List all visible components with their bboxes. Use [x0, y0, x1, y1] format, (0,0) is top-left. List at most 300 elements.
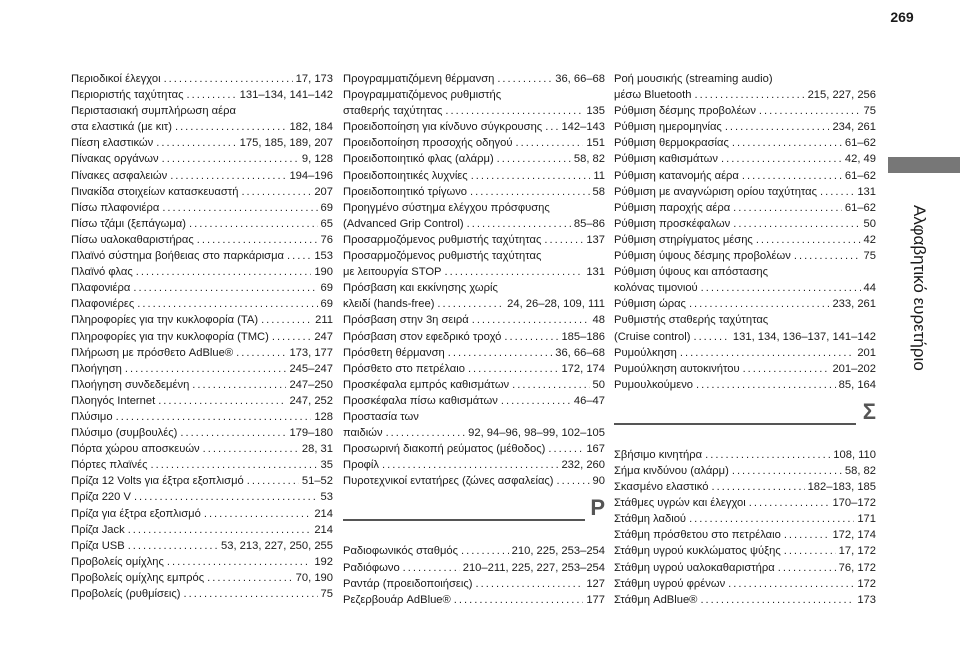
section-rule [614, 423, 856, 425]
dot-leader [272, 329, 311, 345]
index-entry-term: Πλύσιμο [71, 410, 113, 423]
index-entry [343, 329, 605, 345]
index-entry-term: Πρίζα για έξτρα εξοπλισμό [71, 507, 201, 520]
index-entry [71, 312, 333, 328]
index-entry-pages: 214 [314, 523, 333, 536]
dot-leader [701, 280, 861, 296]
dot-leader [694, 87, 804, 103]
index-entry-term: Πίσω πλαφονιέρα [71, 201, 160, 214]
index-entry [71, 538, 333, 554]
index-entry [71, 554, 333, 570]
dot-leader [125, 361, 287, 377]
index-entry [71, 87, 333, 103]
index-entry-pages: 17, 173 [295, 73, 333, 85]
index-entry-term: Ρύθμιση κατανομής αέρα [614, 169, 739, 182]
index-entry-pages: 151 [586, 137, 605, 150]
index-entry-term: Ραντάρ (προειδοποιήσεις) [343, 577, 473, 590]
index-entry [343, 312, 605, 328]
index-entry [71, 200, 333, 216]
index-entry [614, 345, 876, 361]
dot-leader [504, 329, 558, 345]
dot-leader [680, 345, 854, 361]
index-entry-term: Ρύθμιση ώρας [614, 298, 686, 311]
dot-leader [725, 119, 830, 135]
dot-leader [468, 361, 558, 377]
index-entry-pages: 36, 66–68 [555, 346, 605, 359]
index-entry-term: Πινακίδα στοιχείων κατασκευαστή [71, 185, 239, 198]
index-entry-pages: 61–62 [844, 137, 876, 150]
index-entry-term: Προειδοποιητικό φλας (αλάρμ) [343, 153, 494, 166]
index-entry-term: Προσαρμοζόμενος ρυθμιστής ταχύτητας [343, 233, 542, 246]
index-entry [343, 168, 605, 184]
index-entry-pages: 131, 134, 136–137, 141–142 [732, 330, 876, 343]
index-entry [614, 592, 876, 608]
index-entry [343, 425, 605, 441]
index-entry-term: Πλαϊνό σύστημα βοήθειας στο παρκάρισμα [71, 250, 284, 263]
index-entry-term: Προβολείς ομίχλης [71, 555, 164, 568]
index-entry-term: Ρύθμιση στηρίγματος μέσης [614, 233, 753, 246]
index-entry-pages: 92, 94–96, 98–99, 102–105 [468, 427, 605, 440]
dot-leader [162, 200, 317, 216]
index-entry-pages: 182–183, 185 [807, 481, 876, 494]
index-entry-term: Πρόσβαση στην 3η σειρά [343, 314, 469, 327]
index-entry-pages: 46–47 [573, 394, 605, 407]
index-entry-term: Προσκέφαλα εμπρός καθισμάτων [343, 378, 510, 391]
index-entry-term: Πλήρωση με πρόσθετο AdBlue® [71, 346, 234, 359]
index-entry [343, 361, 605, 377]
index-entry [614, 280, 876, 296]
dot-leader [382, 457, 558, 473]
index-entry [343, 264, 605, 280]
index-entry-pages: 69 [320, 298, 333, 311]
index-entry-pages: 69 [320, 282, 333, 295]
dot-leader [733, 200, 842, 216]
index-entry-pages: 58, 82 [844, 464, 876, 477]
index-entry-term: Ρύθμιση προσκέφαλων [614, 217, 731, 230]
dot-leader [128, 522, 312, 538]
index-entry-pages: 85, 164 [838, 378, 876, 391]
index-entry-pages: 85–86 [573, 217, 605, 230]
index-entry [71, 457, 333, 473]
dot-leader [461, 543, 509, 559]
dot-leader [696, 377, 836, 393]
index-entry-pages: 182, 184 [289, 121, 333, 134]
index-entry-term: Πόρτες πλαϊνές [71, 459, 148, 472]
index-entry-heading: Ροή μουσικής (streaming audio) [614, 73, 773, 85]
index-entry-pages: 245–247 [289, 362, 333, 375]
index-entry-term: Πλοήγηση [71, 362, 122, 375]
index-entry-pages: 137 [586, 233, 605, 246]
dot-leader [445, 264, 584, 280]
index-entry-pages: 172, 174 [832, 529, 876, 542]
dot-leader [749, 495, 830, 511]
index-entry [71, 184, 333, 200]
index-entry [71, 506, 333, 522]
index-entry-heading: Προστασία των [343, 410, 419, 423]
dot-leader [471, 168, 591, 184]
index-entry [614, 495, 876, 511]
index-entry [71, 473, 333, 489]
index-entry-term: Πρόσβαση στον εφεδρικό τροχό [343, 330, 502, 343]
index-entry [614, 463, 876, 479]
index-entry [614, 216, 876, 232]
index-entry-term: Σβήσιμο κινητήρα [614, 448, 703, 461]
index-entry-term: Πλύσιμο (συμβουλές) [71, 427, 178, 440]
index-entry [614, 377, 876, 393]
index-entry-pages: 50 [863, 217, 876, 230]
index-entry-pages: 234, 261 [832, 121, 876, 134]
index-entry-pages: 9, 128 [301, 153, 333, 166]
index-entry-pages: 173 [857, 593, 876, 606]
index-entry-pages: 247 [314, 330, 333, 343]
dot-leader [743, 361, 830, 377]
index-entry-term: Ρύθμιση παροχής αέρα [614, 201, 731, 214]
index-entry-term: (Advanced Grip Control) [343, 217, 464, 230]
dot-leader [236, 345, 286, 361]
index-column-3 [614, 71, 876, 608]
index-entry-term: (Cruise control) [614, 330, 691, 343]
index-entry-term: παιδιών [343, 427, 383, 440]
index-entry [71, 345, 333, 361]
index-entry [71, 425, 333, 441]
dot-leader [557, 473, 590, 489]
index-entry-term: Πλοηγός Internet [71, 394, 156, 407]
index-entry [614, 479, 876, 495]
chapter-title: Αλφαβητικό ευρετήριο [910, 205, 929, 371]
index-entry-term: Στάθμη υγρού υαλοκαθαριστήρα [614, 561, 775, 574]
index-entry [71, 232, 333, 248]
index-entry [614, 447, 876, 463]
index-entry-pages: 214 [314, 507, 333, 520]
index-entry-pages: 232, 260 [561, 459, 605, 472]
index-entry-pages: 172, 174 [561, 362, 605, 375]
dot-leader [497, 71, 552, 87]
index-entry-pages: 131 [586, 266, 605, 279]
index-entry-term: Πρίζα 12 Volts για έξτρα εξοπλισμό [71, 475, 244, 488]
index-entry-term: Πρίζα USB [71, 539, 125, 552]
index-entry-term: Πλαφονιέρες [71, 298, 135, 311]
index-entry-term: Περιοδικοί έλεγχοι [71, 73, 161, 85]
index-entry [614, 200, 876, 216]
index-entry-term: Προβολείς (ρυθμίσεις) [71, 588, 181, 600]
index-entry-term: Πρόσθετο στο πετρέλαιο [343, 362, 465, 375]
index-entry [71, 264, 333, 280]
dot-leader [170, 168, 286, 184]
index-entry [614, 119, 876, 135]
index-entry [71, 393, 333, 409]
index-entry [614, 296, 876, 312]
index-entry-term: Στάθμη λαδιού [614, 513, 687, 526]
index-entry-term: Πρίζα 220 V [71, 491, 131, 504]
dot-leader [133, 280, 317, 296]
section-letter: Ρ [590, 495, 605, 521]
dot-leader [134, 489, 318, 505]
dot-leader [437, 296, 504, 312]
dot-leader [545, 119, 558, 135]
index-entry [614, 248, 876, 264]
chapter-tab [888, 157, 960, 173]
index-entry-term: Ρύθμιση καθισμάτων [614, 153, 719, 166]
index-entry-term: Ραδιοφωνικός σταθμός [343, 545, 459, 558]
index-entry [343, 377, 605, 393]
index-entry-pages: 35 [320, 459, 333, 472]
index-entry-pages: 233, 261 [832, 298, 876, 311]
index-entry [614, 527, 876, 543]
dot-leader [700, 592, 854, 608]
index-entry [343, 216, 605, 232]
index-entry-heading: Ρύθμιση ύψους και απόστασης [614, 266, 768, 279]
dot-leader [732, 135, 842, 151]
index-entry-term: Προειδοποιητικό τρίγωνο [343, 185, 468, 198]
dot-leader [445, 103, 583, 119]
dot-leader [207, 570, 293, 586]
dot-leader [794, 248, 861, 264]
index-entry-pages: 58 [592, 185, 605, 198]
index-entry-pages: 70, 190 [295, 571, 333, 584]
index-entry-pages: 44 [863, 282, 876, 295]
index-entry [614, 560, 876, 576]
index-entry-term: Ραδιόφωνο [343, 561, 400, 574]
section-divider [614, 398, 876, 441]
index-entry-term: Πλαφονιέρα [71, 282, 131, 295]
index-entry-term: Στάθμη AdBlue® [614, 593, 698, 606]
index-entry-term: Πληροφορίες για την κυκλοφορία (TA) [71, 314, 259, 327]
dot-leader [512, 377, 589, 393]
index-entry-pages: 76, 172 [838, 561, 876, 574]
index-entry-pages: 201 [857, 346, 876, 359]
dot-leader [203, 441, 299, 457]
index-entry-term: Ρύθμιση θερμοκρασίας [614, 137, 729, 150]
index-entry-pages: 172 [857, 577, 876, 590]
index-entry [71, 522, 333, 538]
index-entry [343, 103, 605, 119]
index-column-1 [71, 71, 333, 602]
index-entry [614, 232, 876, 248]
index-entry-term: Πίνακας οργάνων [71, 153, 159, 166]
dot-leader [728, 576, 854, 592]
index-entry [343, 441, 605, 457]
dot-leader [470, 184, 590, 200]
index-entry [71, 151, 333, 167]
index-entry [71, 248, 333, 264]
dot-leader [467, 216, 571, 232]
index-entry [343, 393, 605, 409]
index-entry-term: κολόνας τιμονιού [614, 282, 698, 295]
index-entry [343, 71, 605, 87]
index-entry-term: Πληροφορίες για την κυκλοφορία (TMC) [71, 330, 269, 343]
index-entry-pages: 131 [857, 185, 876, 198]
dot-leader [137, 296, 317, 312]
index-entry [614, 168, 876, 184]
dot-leader [158, 393, 286, 409]
index-entry-pages: 11 [593, 169, 605, 182]
index-entry [614, 329, 876, 345]
index-entry [343, 592, 605, 608]
dot-leader [403, 560, 460, 576]
index-entry [614, 151, 876, 167]
index-entry-pages: 69 [320, 201, 333, 214]
index-entry-pages: 50 [592, 378, 605, 391]
index-entry-term: Πίσω υαλοκαθαριστήρας [71, 233, 194, 246]
index-entry [343, 560, 605, 576]
page-number: 269 [890, 9, 914, 25]
dot-leader [175, 119, 286, 135]
index-entry-heading: Περιστασιακή συμπλήρωση αέρα [71, 105, 236, 118]
index-entry-heading: Ρυθμιστής σταθερής ταχύτητας [614, 314, 769, 327]
dot-leader [501, 393, 571, 409]
index-entry-term: Ρυμούλκηση αυτοκινήτου [614, 362, 740, 375]
index-entry-heading: Προγραμματιζόμενος ρυθμιστής [343, 89, 502, 102]
index-entry-pages: 153 [314, 250, 333, 263]
index-entry-term: Προγραμματιζόμενη θέρμανση [343, 73, 495, 85]
index-entry-pages: 201–202 [832, 362, 876, 375]
dot-leader [454, 592, 584, 608]
index-entry-term: με λειτουργία STOP [343, 266, 442, 279]
index-entry [71, 329, 333, 345]
index-entry-pages: 42 [863, 233, 876, 246]
index-entry-term: Στάθμες υγρών και έλεγχοι [614, 497, 746, 510]
index-entry-pages: 61–62 [844, 201, 876, 214]
index-entry [71, 409, 333, 425]
index-entry-term: Πίνακες ασφαλειών [71, 169, 168, 182]
index-entry-pages: 17, 172 [838, 545, 876, 558]
index-entry-term: σταθερής ταχύτητας [343, 105, 443, 118]
index-entry-term: Περιοριστής ταχύτητας [71, 89, 184, 102]
index-entry-pages: 75 [863, 105, 876, 118]
dot-leader [544, 232, 583, 248]
index-entry-pages: 247, 252 [289, 394, 333, 407]
dot-leader [247, 473, 299, 489]
index-entry-pages: 128 [314, 410, 333, 423]
index-entry-term: Πρόσθετη θέρμανση [343, 346, 445, 359]
index-entry [614, 135, 876, 151]
dot-leader [476, 576, 584, 592]
dot-leader [689, 511, 854, 527]
index-entry [614, 361, 876, 377]
index-entry [343, 457, 605, 473]
index-entry-pages: 170–172 [832, 497, 876, 510]
index-entry [71, 119, 333, 135]
dot-leader [150, 457, 317, 473]
index-entry-term: Προφίλ [343, 459, 379, 472]
dot-leader [261, 312, 312, 328]
index-entry-pages: 48 [592, 314, 605, 327]
index-entry-pages: 65 [320, 217, 333, 230]
dot-leader [742, 168, 842, 184]
dot-leader [784, 527, 830, 543]
index-entry-pages: 135 [586, 105, 605, 118]
index-entry-pages: 167 [586, 443, 605, 456]
index-entry-pages: 177 [586, 593, 605, 606]
index-entry-pages: 215, 227, 256 [807, 89, 876, 102]
index-entry-term: Ρυμούλκηση [614, 346, 677, 359]
index-entry [343, 119, 605, 135]
index-entry-term: Πλοήγηση συνδεδεμένη [71, 378, 190, 391]
index-entry [71, 216, 333, 232]
dot-leader [732, 463, 842, 479]
index-entry-pages: 108, 110 [833, 448, 876, 461]
index-entry-pages: 247–250 [289, 378, 333, 391]
index-entry [71, 570, 333, 586]
index-entry [343, 184, 605, 200]
index-entry-term: Πυροτεχνικοί εντατήρες (ζώνες ασφαλείας) [343, 475, 554, 488]
index-entry-pages: 58, 82 [573, 153, 605, 166]
index-entry [71, 377, 333, 393]
index-entry-pages: 127 [586, 577, 605, 590]
dot-leader [167, 554, 311, 570]
index-entry-pages: 36, 66–68 [555, 73, 605, 85]
index-entry [614, 511, 876, 527]
dot-leader [733, 216, 860, 232]
index-entry-pages: 175, 185, 189, 207 [239, 137, 333, 150]
index-entry-pages: 76 [320, 233, 333, 246]
dot-leader [711, 479, 804, 495]
dot-leader [287, 248, 311, 264]
index-entry-pages: 190 [314, 266, 333, 279]
index-entry-pages: 211 [315, 314, 333, 327]
index-entry-term: Προσωρινή διακοπή ρεύματος (μέθοδος) [343, 443, 546, 456]
dot-leader [784, 543, 836, 559]
index-entry-heading: Προσαρμοζόμενος ρυθμιστής ταχύτητας [343, 250, 542, 263]
index-entry-pages: 179–180 [289, 427, 333, 440]
index-entry-pages: 171 [857, 513, 876, 526]
index-entry-heading: Προηγμένο σύστημα ελέγχου πρόσφυσης [343, 201, 550, 214]
index-entry [71, 441, 333, 457]
dot-leader [689, 296, 830, 312]
index-entry-pages: 75 [863, 250, 876, 263]
index-entry [614, 87, 876, 103]
index-entry [343, 135, 605, 151]
index-entry-term: Ρύθμιση με αναγνώριση ορίου ταχύτητας [614, 185, 818, 198]
dot-leader [136, 264, 312, 280]
dot-leader [705, 447, 830, 463]
index-entry-pages: 42, 49 [844, 153, 876, 166]
dot-leader [448, 345, 552, 361]
index-entry-term: μέσω Bluetooth [614, 89, 692, 102]
dot-leader [116, 409, 312, 425]
dot-leader [778, 560, 836, 576]
index-entry [71, 586, 333, 602]
dot-leader [820, 184, 854, 200]
index-entry-pages: 194–196 [289, 169, 333, 182]
dot-leader [721, 151, 842, 167]
dot-leader [164, 71, 293, 87]
dot-leader [184, 586, 318, 602]
index-entry-term: Στάθμη υγρού κυκλώματος ψύξης [614, 545, 781, 558]
index-entry-heading: Πρόσβαση και εκκίνησης χωρίς [343, 282, 498, 295]
index-entry-term: Ρυμουλκούμενο [614, 378, 694, 391]
index-entry [614, 576, 876, 592]
index-entry-term: Προειδοποίηση προσοχής οδηγού [343, 137, 513, 150]
index-entry [71, 71, 333, 87]
dot-leader [156, 135, 236, 151]
dot-leader [548, 441, 583, 457]
index-entry-term: κλειδί (hands-free) [343, 298, 435, 311]
index-entry [71, 361, 333, 377]
index-entry-pages: 173, 177 [289, 346, 333, 359]
index-entry-term: Πόρτα χώρου αποσκευών [71, 443, 200, 456]
index-entry-term: Στάθμη υγρού φρένων [614, 577, 726, 590]
index-entry-term: Ρύθμιση ημερομηνίας [614, 121, 722, 134]
index-entry [343, 543, 605, 559]
dot-leader [241, 184, 311, 200]
index-entry-pages: 51–52 [301, 475, 333, 488]
index-entry-term: Προειδοποίηση για κίνδυνο σύγκρουσης [343, 121, 543, 134]
index-entry-pages: 185–186 [561, 330, 605, 343]
index-entry [343, 576, 605, 592]
dot-leader [180, 425, 286, 441]
index-entry-term: Ρύθμιση ύψους δέσμης προβολέων [614, 250, 791, 263]
